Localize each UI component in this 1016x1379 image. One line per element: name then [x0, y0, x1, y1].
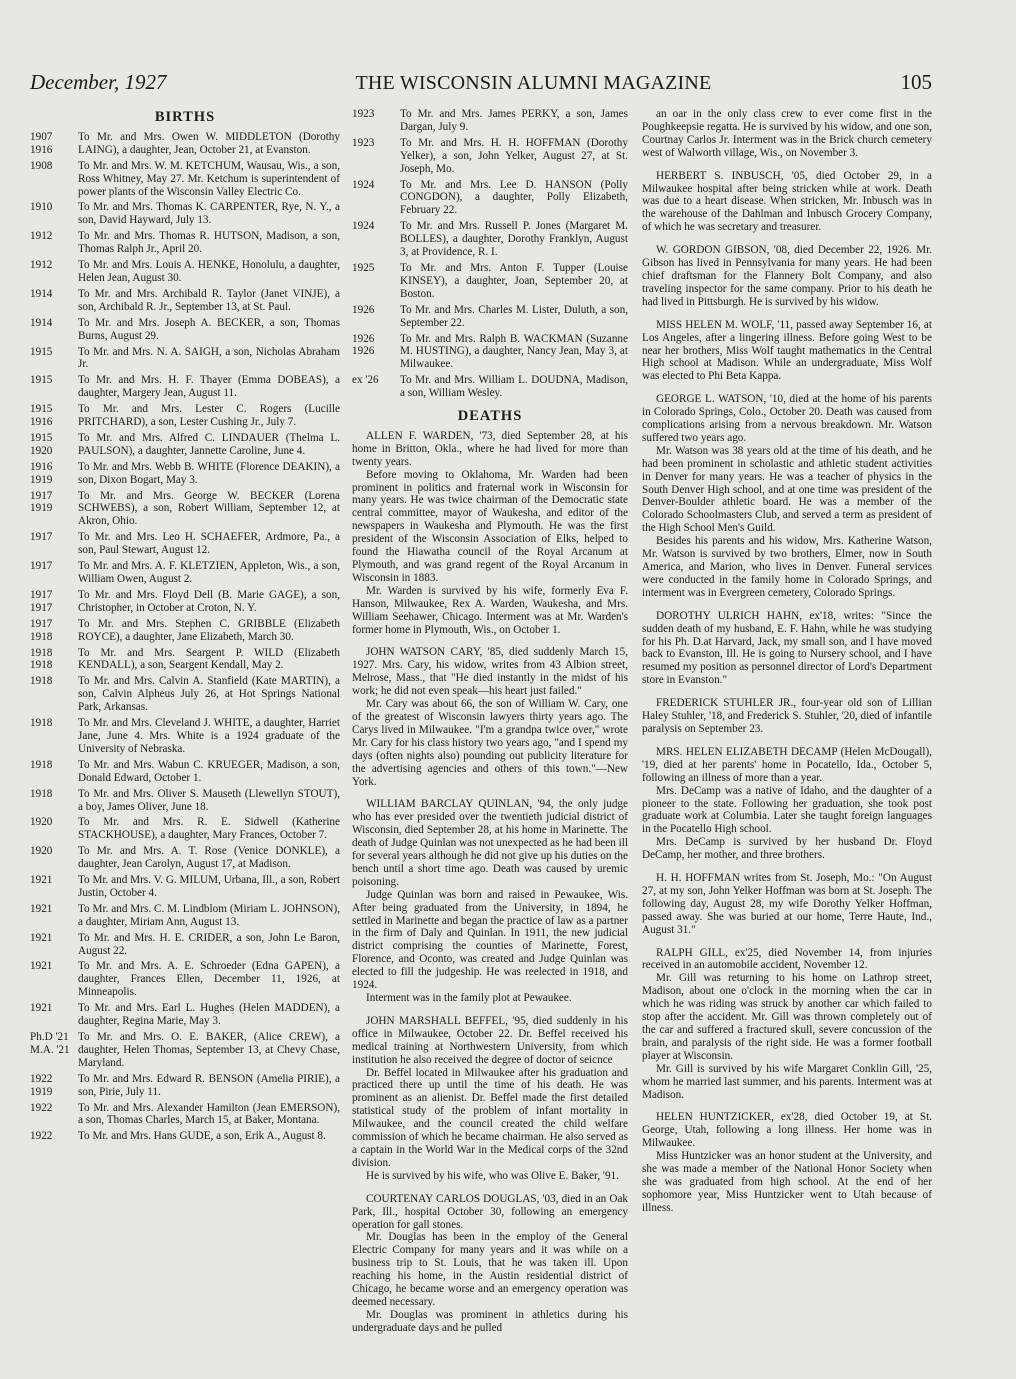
birth-entry [30, 1002, 340, 1028]
class-year: 1907 [30, 130, 53, 143]
birth-text: To Mr. and Mrs. Seargent P. WILD (Elizabeth KENDALL), a son, Seargent Kendall, May 2. [78, 646, 340, 672]
birth-text: To Mr. and Mrs. Leo H. SCHAEFER, Ardmore, Pa., a son, Paul Stewart, August 12. [78, 531, 340, 557]
class-year: 1919 [30, 502, 53, 515]
column-births [30, 108, 340, 1370]
class-years [30, 560, 78, 586]
birth-entry [352, 262, 628, 301]
birth-entry [30, 288, 340, 314]
class-years [30, 201, 78, 227]
class-years [30, 490, 78, 529]
class-years [352, 374, 400, 400]
birth-entry [30, 403, 340, 429]
class-year: 1912 [30, 259, 53, 272]
birth-entry [352, 137, 628, 176]
birth-entry [30, 618, 340, 644]
class-years [30, 374, 78, 400]
birth-text: To Mr. and Mrs. Joseph A. BECKER, a son, Thomas Burns, August 29. [78, 316, 340, 342]
class-years [352, 220, 400, 259]
birth-text: To Mr. and Mrs. Cleveland J. WHITE, a daughter, Harriet Jane, June 4. Mrs. White is a 1924 graduate of the University of Nebraska. [78, 717, 340, 755]
birth-text: To Mr. and Mrs. Calvin A. Stanfield (Kate MARTIN), a son, Calvin Alpheus July 26, at Hot Springs National Park, Arkansas. [78, 675, 340, 714]
obituary-paragraph: Mr. Watson was 38 years old at the time of his death, and he had been prominent in scholastic and athletic student activities in Denver for many years. He was a teacher of physics in the South Denver High school, and at one time was president of the Denver-Boulder athletic board. He was a member of the Colorado Schoolmasters Club, and served a term as president of the High School Men's Guild. [642, 444, 932, 535]
obituary-paragraph: WILLIAM BARCLAY QUINLAN, '94, the only judge who has ever presided over the twentieth judicial district of Wisconsin, died September 28, at his home in Marinette. The death of Judge Quinlan was not unexpected as he had been ill for several years although he did not give up his duties on the bench until a short time ago. Death was caused by uremic poisoning. [352, 798, 628, 888]
class-years [30, 160, 78, 199]
class-years [30, 131, 78, 157]
obituary-paragraph: H. H. HOFFMAN writes from St. Joseph, Mo.: "On August 27, at my son, John Yelker Hoffman was born at St. Joseph. The following day, August 28, my wife Dorothy Yelker Hoffman, passed away. She was buried at our home, Terre Haute, Ind., August 31." [642, 872, 932, 936]
class-year: 1922 [30, 1072, 53, 1085]
birth-text: To Mr. and Mrs. Alexander Hamilton (Jean EMERSON), a son, Thomas Charles, March 15, at Baker, Montana. [78, 1101, 340, 1127]
birth-text: To Mr. and Mrs. H. H. HOFFMAN (Dorothy Yelker), a son, John Yelker, August 27, at St. Joseph, Mo. [400, 136, 628, 175]
paragraph-gap [642, 937, 932, 947]
obituary-paragraph: HERBERT S. INBUSCH, '05, died October 29, in a Milwaukee hospital after being stricken while at work. Death was due to a heart disease. When stricken, Mr. Inbusch was in the warehouse of the Dahlman and Inbusch Grocery Company, of which he was secretary and treasurer. [642, 169, 932, 234]
birth-text: To Mr. and Mrs. Lee D. HANSON (Polly CONGDON), a daughter, Polly Elizabeth, February 22. [400, 178, 628, 217]
obituary-paragraph: HELEN HUNTZICKER, ex'28, died October 19, at St. George, Utah, following a long illness. Her home was in Milwaukee. [642, 1111, 932, 1150]
class-year: 1916 [30, 460, 53, 473]
obituary-paragraph: Interment was in the family plot at Pewaukee. [366, 992, 572, 1004]
birth-text: To Mr. and Mrs. H. F. Thayer (Emma DOBEAS), a daughter, Margery Jean, August 11. [78, 374, 340, 400]
obituary-paragraph: DOROTHY ULRICH HAHN, ex'18, writes: "Since the sudden death of my husband, E. F. Hahn, while he was studying for his Ph. D.at Harvard, Jack, my small son, and I have moved back to Evanston, Ill. He is going to Nursery school, and I have resumed my position as personnel director of Lord's Department store in Evanston." [642, 609, 932, 687]
class-years [352, 262, 400, 301]
birth-text: To Mr. and Mrs. Anton F. Tupper (Louise KINSEY), a daughter, Joan, September 20, at Boston. [400, 261, 628, 300]
class-years [30, 461, 78, 487]
obituary-paragraph: RALPH GILL, ex'25, died November 14, from injuries received in an automobile accident, November 12. [642, 946, 932, 972]
birth-text: To Mr. and Mrs. N. A. SAIGH, a son, Nicholas Abraham Jr. [78, 345, 340, 371]
class-year: 1915 [30, 431, 53, 444]
page-number: 105 [900, 70, 932, 94]
birth-entry [352, 108, 628, 134]
class-years [30, 317, 78, 343]
class-year: 1923 [352, 108, 375, 120]
birth-entry [30, 717, 340, 756]
birth-text: To Mr. and Mrs. O. E. BAKER, (Alice CREW), a daughter, Helen Thomas, September 13, at Chevy Chase, Maryland. [78, 1031, 340, 1069]
issue-date: December, 1927 [30, 70, 167, 94]
obituary-paragraph: MRS. HELEN ELIZABETH DECAMP (Helen McDougall), '19, died at her parents' home in Pocatello, Ida., October 5, following an illness of more than a year. [642, 745, 932, 784]
birth-entry [352, 333, 628, 372]
obituary-paragraph: GEORGE L. WATSON, '10, died at the home of his parents in Colorado Springs, Colo., October 20. Death was caused from complications arising from a nervous breakdown. Mr. Watson suffered two years ago. [642, 393, 932, 444]
birth-text: To Mr. and Mrs. George W. BECKER (Lorena SCHWEBS), a son, Robert William, September 12, at Akron, Ohio. [78, 489, 340, 528]
class-years [30, 346, 78, 372]
column-middle [352, 108, 628, 1370]
class-year: 1915 [30, 374, 53, 387]
birth-entry [30, 374, 340, 400]
birth-entry [30, 131, 340, 157]
class-years [352, 179, 400, 218]
birth-entry [30, 317, 340, 343]
birth-entry [30, 1073, 340, 1099]
class-year: 1921 [30, 960, 53, 973]
class-years [30, 845, 78, 871]
birth-text: To Mr. and Mrs. A. T. Rose (Venice DONKLE), a daughter, Jean Carolyn, August 17, at Madison. [78, 845, 340, 871]
class-year: 1923 [352, 136, 375, 149]
paragraph-gap [642, 600, 932, 610]
class-years [30, 288, 78, 314]
birth-text: To Mr. and Mrs. Earl L. Hughes (Helen MADDEN), a daughter, Regina Marie, May 3. [78, 1002, 340, 1028]
birth-text: To Mr. and Mrs. Webb B. WHITE (Florence DEAKIN), a son, Dixon Bogart, May 3. [78, 460, 340, 486]
class-year: 1918 [30, 758, 53, 771]
birth-text: To Mr. and Mrs. James PERKY, a son, James Dargan, July 9. [400, 108, 628, 133]
class-year: 1915 [30, 345, 53, 358]
birth-entry [30, 230, 340, 256]
class-year: 1918 [30, 675, 53, 688]
class-years [30, 1102, 78, 1128]
birth-text: To Mr. and Mrs. Archibald R. Taylor (Janet VINJE), a son, Archibald R. Jr., September 13, at St. Paul. [78, 287, 340, 313]
birth-text: To Mr. and Mrs. Russell P. Jones (Margaret M. BOLLES), a daughter, Dorothy Franklyn, August 3, at Providence, R. I. [400, 220, 628, 259]
obituary-paragraph: JOHN WATSON CARY, '85, died suddenly March 15, 1927. Mrs. Cary, his widow, writes from 43 Albion street, Melrose, Mass., that "He died instantly in the midst of his work; he did not even speak—his heart just failed." [352, 646, 628, 698]
birth-text: To Mr. and Mrs. H. E. CRIDER, a son, John Le Baron, August 22. [78, 931, 340, 957]
birth-text: To Mr. and Mrs. Oliver S. Mauseth (Llewellyn STOUT), a boy, James Oliver, June 18. [78, 787, 340, 813]
class-years [352, 108, 400, 134]
class-year: 1924 [352, 178, 375, 191]
class-year: 1917 [30, 617, 53, 630]
class-years [352, 333, 400, 372]
class-years [352, 304, 400, 330]
class-year: 1917 [30, 489, 53, 502]
class-years [30, 1073, 78, 1099]
birth-entry [30, 160, 340, 199]
obituary-paragraph: Besides his parents and his widow, Mrs. Katherine Watson, Mr. Watson is survived by two brothers, Elmer, now in South America, and Marion, who lives in Denver. Funeral services were conducted in the family home in Colorado Springs, and interment was in Evergreen cemetery, Colorado Springs. [642, 535, 932, 599]
class-years [30, 647, 78, 673]
class-year: 1917 [30, 560, 53, 573]
class-year: 1918 [30, 646, 53, 659]
class-years [30, 259, 78, 285]
obituary-paragraph: Mr. Warden is survived by his wife, formerly Eva F. Hanson, Milwaukee, Rex A. Warden, Waukesha, and Mrs. William Seehawer, Chicago. Interment was at Mr. Warden's former home in Plymouth, Wis., on October 1. [352, 584, 628, 636]
birth-text: To Mr. and Mrs. Alfred C. LINDAUER (Thelma L. PAULSON), a daughter, Jannette Caroline, June 4. [78, 431, 340, 457]
birth-text: To Mr. and Mrs. Hans GUDE, a son, Erik A., August 8. [78, 1130, 326, 1143]
class-year: 1918 [30, 659, 53, 672]
class-year: Ph.D '21 [30, 1031, 69, 1043]
class-years [30, 788, 78, 814]
class-year: 1920 [30, 444, 53, 457]
paragraph-gap [642, 160, 932, 170]
paragraph-gap [352, 788, 628, 798]
class-year: M.A. '21 [30, 1043, 70, 1056]
birth-entry [30, 932, 340, 958]
obituary-paragraph: ALLEN F. WARDEN, '73, died September 28, at his home in Britton, Okla., where he had lived for more than twenty years. [352, 429, 628, 468]
class-years [30, 230, 78, 256]
class-year: 1912 [30, 230, 53, 243]
birth-entry [30, 675, 340, 714]
birth-entry [352, 304, 628, 330]
paragraph-gap [352, 636, 628, 646]
class-years [30, 903, 78, 929]
class-year: ex '26 [352, 374, 379, 387]
class-year: 1916 [30, 143, 53, 156]
paragraph-gap [642, 309, 932, 319]
class-year: 1922 [30, 1101, 53, 1114]
class-years [30, 589, 78, 615]
paragraph-gap [352, 1005, 628, 1015]
obituary-paragraph: He is survived by his wife, who was Olive E. Baker, '91. [366, 1169, 619, 1182]
class-years [30, 1130, 78, 1143]
birth-entry [352, 374, 628, 400]
birth-text: To Mr. and Mrs. Charles M. Lister, Duluth, a son, September 22. [400, 303, 628, 329]
paragraph-gap [642, 736, 932, 746]
obituary-paragraph: COURTENAY CARLOS DOUGLAS, '03, died in an Oak Park, Ill., hospital October 30, following an emergency operation for gall stones. [352, 1192, 628, 1231]
birth-text: To Mr. and Mrs. Thomas R. HUTSON, Madison, a son, Thomas Ralph Jr., April 20. [78, 230, 340, 256]
obituary-paragraph: Mr. Douglas was prominent in athletics during his undergraduate days and he pulled [352, 1308, 628, 1334]
birth-text: To Mr. and Mrs. V. G. MILUM, Urbana, Ill., a son, Robert Justin, October 4. [78, 874, 340, 899]
paragraph-gap [642, 687, 932, 697]
class-year: 1915 [30, 403, 53, 416]
birth-entry [30, 531, 340, 557]
class-year: 1920 [30, 845, 53, 858]
class-year: 1921 [30, 1002, 53, 1015]
obituary-paragraph: Judge Quinlan was born and raised in Pewaukee, Wis. After being graduated from the University, in 1894, he settled in Marinette and began the practice of law as a partner in the firm of Daly and Quinlan. In 1911, the new judicial district comprising the counties of Marinette, Forest, Florence, and Oconto, was created and Judge Quinlan was elected to fill the judgeship. He was reelected in 1918, and 1924. [352, 888, 628, 992]
class-year: 1917 [30, 588, 53, 601]
class-years [30, 432, 78, 458]
birth-entry [30, 816, 340, 842]
obituary-paragraph: Mrs. DeCamp is survived by her husband Dr. Floyd DeCamp, her mother, and three brothers. [642, 836, 932, 862]
paragraph-gap [642, 1101, 932, 1111]
deaths-heading: DEATHS [457, 408, 523, 425]
class-years [352, 137, 400, 176]
class-year: 1924 [352, 220, 375, 233]
class-year: 1921 [30, 902, 53, 915]
birth-entry [30, 560, 340, 586]
obituary-paragraph: FREDERICK STUHLER JR., four-year old son of Lillian Haley Stuhler, '18, and Frederick S. Stuhler, '20, died of infantile paralysis on September 23. [642, 697, 932, 735]
magazine-title: THE WISCONSIN ALUMNI MAGAZINE [355, 72, 712, 94]
birth-text: To Mr. and Mrs. A. E. Schroeder (Edna GAPEN), a daughter, Frances Ellen, December 11, 1926, at Minneapolis. [78, 960, 340, 999]
obituary-paragraph: MISS HELEN M. WOLF, '11, passed away September 16, at Los Angeles, after a lingering illness. Before going West to be near her brothers, Miss Wolf taught mathematics in the Central High school at Madison. While an undergraduate, Miss Wolf was elected to Phi Beta Kappa. [642, 318, 932, 383]
obituary-paragraph: Mr. Cary was about 66, the son of William W. Cary, one of the greatest of Wisconsin lawyers thirty years ago. The Carys lived in Milwaukee. "I'm a grandpa twice over," wrote Mr. Cary for his class history two years ago, "and I spend my days (often nights also) pounding out publicity literature for the advertising agencies and others of this town."—New York. [352, 698, 628, 788]
class-year: 1921 [30, 931, 53, 944]
class-year: 1926 [352, 332, 375, 345]
birth-entry [30, 788, 340, 814]
birth-text: To Mr. and Mrs. Edward R. BENSON (Amelia PIRIE), a son, Pirie, July 11. [78, 1072, 340, 1098]
class-year: 1910 [30, 201, 53, 214]
birth-text: To Mr. and Mrs. Louis A. HENKE, Honolulu, a daughter, Helen Jean, August 30. [78, 259, 340, 284]
birth-entry [30, 259, 340, 285]
paragraph-gap [642, 383, 932, 393]
birth-text: To Mr. and Mrs. Lester C. Rogers (Lucille PRITCHARD), a son, Lester Cushing Jr., July 7. [78, 403, 340, 429]
birth-entry [30, 490, 340, 529]
birth-entry [30, 1130, 340, 1143]
obituary-paragraph: Dr. Beffel located in Milwaukee after his graduation and practiced there up until the time of his death. He was prominent as an alienist. Dr. Beffel made the first detailed statistical study of the problem of infant mortality in Milwaukee, and the council created the child welfare commission of which he became chairman. He also served as a captain in the World War in the Medical corps of the 32nd division. [352, 1066, 628, 1169]
class-year: 1918 [30, 630, 53, 643]
class-years [30, 675, 78, 714]
births-heading: BIRTHS [154, 109, 216, 125]
class-years [30, 960, 78, 999]
obituary-paragraph: an oar in the only class crew to ever come first in the Poughkeepsie regatta. He is survived by his widow, and one son, Courtnay Carlos Jr. Interment was in the Brick church cemetery west of Walworth village, Wis., on November 3. [642, 108, 932, 159]
obituary-paragraph: Before moving to Oklahoma, Mr. Warden had been prominent in politics and fraternal work in Wisconsin for many years. He was twice chairman of the Democratic state central committee, mayor of Waukesha, and editor of the newspapers in Waukesha and Plymouth. He was the first president of the Wisconsin Association of Elks, helped to found the Hiawatha council of the Royal Arcanum at Plymouth, and was grand regent of the Royal Arcanum in Wisconsin in 1883. [352, 468, 628, 584]
class-years [30, 816, 78, 842]
birth-entry [30, 432, 340, 458]
class-year: 1918 [30, 787, 53, 800]
birth-entry [30, 845, 340, 871]
obituary-paragraph: Mr. Douglas has been in the employ of the General Electric Company for many years and it was while on a business trip to St. Louis, that he was taken ill. Upon reaching his home, in the Austin residential district of Chicago, he became worse and an emergency operation was deemed necessary. [352, 1231, 628, 1308]
birth-text: To Mr. and Mrs. Stephen C. GRIBBLE (Elizabeth ROYCE), a daughter, Jane Elizabeth, March 30. [78, 617, 340, 643]
class-years [30, 403, 78, 429]
birth-text: To Mr. and Mrs. Ralph B. WACKMAN (Suzanne M. HUSTING), a daughter, Nancy Jean, May 3, at Milwaukee. [400, 332, 628, 371]
class-year: 1925 [352, 261, 375, 274]
birth-text: To Mr. and Mrs. Thomas K. CARPENTER, Rye, N. Y., a son, David Hayward, July 13. [78, 201, 340, 227]
class-year: 1917 [30, 531, 53, 544]
birth-entry [30, 647, 340, 673]
birth-entry [30, 1031, 340, 1070]
class-year: 1926 [352, 345, 375, 358]
class-year: 1920 [30, 816, 53, 829]
birth-entry [30, 874, 340, 900]
birth-entry [30, 759, 340, 785]
birth-entry [30, 589, 340, 615]
class-year: 1908 [30, 159, 53, 172]
birth-entry [30, 960, 340, 999]
birth-entry [352, 179, 628, 218]
class-year: 1916 [30, 416, 53, 429]
class-year: 1922 [30, 1130, 53, 1143]
class-year: 1919 [30, 1085, 53, 1098]
birth-text: To Mr. and Mrs. R. E. Sidwell (Katherine STACKHOUSE), a daughter, Mary Frances, October 7. [78, 816, 340, 842]
class-year: 1914 [30, 287, 53, 300]
obituary-paragraph: W. GORDON GIBSON, '08, died December 22, 1926. Mr. Gibson has lived in Pennsylvania for many years. He had been chief draftsman for the Flannery Bolt Company, and also traveling inspector for the same company. Prior to his death he had lived in Pittsburgh. He is survived by his widow. [642, 244, 932, 308]
class-year: 1914 [30, 316, 53, 329]
birth-text: To Mr. and Mrs. William L. DOUDNA, Madison, a son, William Wesley. [400, 374, 628, 400]
class-years [30, 618, 78, 644]
class-year: 1917 [30, 601, 53, 614]
class-years [30, 531, 78, 557]
class-year: 1919 [30, 473, 53, 486]
obituary-paragraph: JOHN MARSHALL BEFFEL, '95, died suddenly in his office in Milwaukee, October 22. Dr. Beffel received his medical training at Northwestern University, from which institution he also received the degree of doctor of seicnce [352, 1014, 628, 1066]
obituary-paragraph: Miss Huntzicker was an honor student at the University, and she was made a member of the National Honor Society when she was graduated from high school. At the end of her sophomore year, Miss Huntzicker went to Utah because of illness. [642, 1150, 932, 1214]
obituary-paragraph: Mr. Gill is survived by his wife Margaret Conklin Gill, '25, whom he married last summer, and his parents. Interment was at Madison. [642, 1062, 932, 1101]
birth-entry [30, 1102, 340, 1128]
obituary-paragraph: Mrs. DeCamp was a native of Idaho, and the daughter of a pioneer to the state. Following her graduation, she took post graduate work at Columbia. Later she taught foreign languages in the Pocatello High school. [642, 784, 932, 836]
column-right [642, 108, 932, 1370]
birth-entry [30, 201, 340, 227]
birth-text: To Mr. and Mrs. C. M. Lindblom (Miriam L. JOHNSON), a daughter, Miriam Ann, August 13. [78, 902, 340, 928]
birth-text: To Mr. and Mrs. Floyd Dell (B. Marie GAGE), a son, Christopher, in October at Croton, N. Y. [78, 588, 340, 614]
paragraph-gap [352, 1183, 628, 1193]
class-years [30, 932, 78, 958]
birth-entry [30, 461, 340, 487]
paragraph-gap [642, 862, 932, 872]
class-years [30, 717, 78, 756]
birth-text: To Mr. and Mrs. W. M. KETCHUM, Wausau, Wis., a son, Ross Whitney, May 27. Mr. Ketchum is superintendent of power plants of the Wisconsin Valley Electric Co. [78, 159, 340, 198]
page-header [30, 70, 932, 95]
class-year: 1926 [352, 303, 375, 316]
birth-text: To Mr. and Mrs. Wabun C. KRUEGER, Madison, a son, Donald Edward, October 1. [78, 758, 340, 784]
birth-text: To Mr. and Mrs. A. F. KLETZIEN, Appleton, Wis., a son, William Owen, August 2. [78, 560, 340, 585]
birth-entry [30, 903, 340, 929]
birth-entry [30, 346, 340, 372]
birth-text: To Mr. and Mrs. Owen W. MIDDLETON (Dorothy LAING), a daughter, Jean, October 21, at Evanston. [78, 130, 340, 156]
class-years [30, 759, 78, 785]
class-year: 1918 [30, 717, 53, 730]
class-years [30, 874, 78, 900]
class-year: 1921 [30, 874, 53, 887]
class-years [30, 1002, 78, 1028]
birth-entry [352, 220, 628, 259]
class-years [30, 1031, 78, 1070]
paragraph-gap [642, 234, 932, 244]
obituary-paragraph: Mr. Gill was returning to his home on Lathrop street, Madison, about one o'clock in the morning when the car in which he was riding was struck by another car which failed to stop after the accident. Mr. Gill was thrown completely out of the car and suffered a fractured skull, severe concussion of the brain, and paralysis of the right side. He was a former football player at Wisconsin. [642, 972, 932, 1062]
